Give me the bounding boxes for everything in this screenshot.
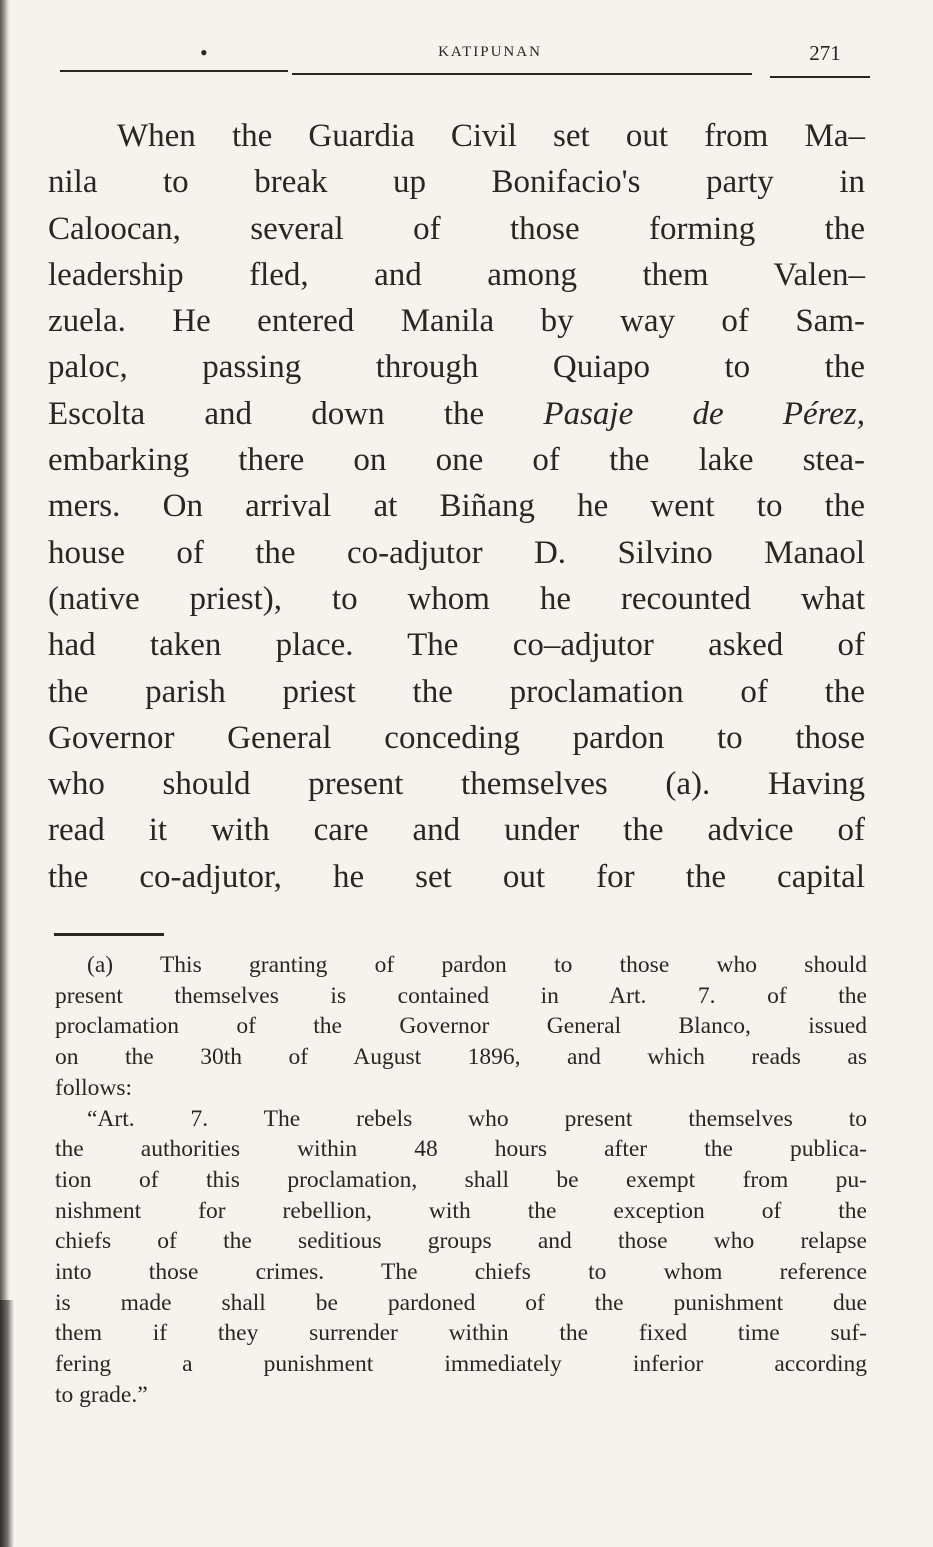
- text-line: When the Guardia Civil set out from Ma–: [117, 118, 865, 154]
- text-line: read it with care and under the advice of: [48, 812, 865, 849]
- text-line: house of the co-adjutor D. Silvino Manaol: [48, 534, 865, 571]
- text-line: the co-adjutor, he set out for the capital: [48, 858, 865, 895]
- header-rule-middle: [292, 73, 752, 75]
- text-line-with-italic: [48, 391, 865, 437]
- footnote-line: follows:: [55, 1074, 133, 1101]
- footnote-line: fering a punishment immediately inferior according: [55, 1351, 867, 1378]
- header-rule-right: [770, 76, 870, 78]
- footnote-line: nishment for rebellion, with the exception of the: [55, 1197, 867, 1224]
- text-line: Caloocan, several of those forming the: [48, 210, 865, 247]
- footnote-line: the authorities within 48 hours after the publica-: [55, 1136, 867, 1163]
- footnote-line: into those crimes. The chiefs to whom reference: [55, 1259, 867, 1286]
- text-line: who should present themselves (a). Having: [48, 766, 865, 803]
- page-header: [60, 28, 870, 88]
- footnote-line: “Art. 7. The rebels who present themselves to: [87, 1105, 867, 1132]
- italic-place-name: Pasaje de Pérez,: [543, 395, 866, 432]
- text-line: mers. On arrival at Biñang he went to the: [48, 488, 865, 525]
- footnote-line: is made shall be pardoned of the punishment due: [55, 1289, 867, 1316]
- running-title: KATIPUNAN: [438, 44, 542, 60]
- text-line: leadership fled, and among them Valen–: [48, 256, 865, 293]
- binding-shadow-lower: [0, 1300, 14, 1547]
- header-rule-left: [60, 70, 288, 72]
- text-line: the parish priest the proclamation of the: [48, 673, 865, 710]
- footnote-line: them if they surrender within the fixed time suf-: [55, 1320, 867, 1347]
- text-line: (native priest), to whom he recounted what: [48, 580, 865, 617]
- text-segment: Escolta and down the: [48, 395, 485, 432]
- footnote-separator: [54, 933, 164, 936]
- text-line: nila to break up Bonifacio's party in: [48, 164, 865, 201]
- text-line: embarking there on one of the lake stea-: [48, 442, 865, 479]
- footnote-line: proclamation of the Governor General Blanco, issued: [55, 1013, 867, 1040]
- header-ornament: •: [200, 40, 208, 65]
- footnote-line: on the 30th of August 1896, and which reads as: [55, 1044, 867, 1071]
- page-number: 271: [809, 41, 841, 65]
- footnote-line: tion of this proclamation, shall be exempt from pu-: [55, 1166, 867, 1193]
- footnote-line: (a) This granting of pardon to those who should: [87, 952, 867, 978]
- text-line: zuela. He entered Manila by way of Sam-: [48, 303, 865, 340]
- footnote-line: to grade.”: [55, 1381, 148, 1408]
- text-line: had taken place. The co–adjutor asked of: [48, 627, 865, 664]
- footnote-line: present themselves is contained in Art. 7. of the: [55, 982, 867, 1009]
- main-text: [48, 113, 865, 900]
- footnote-line: chiefs of the seditious groups and those who relapse: [55, 1228, 867, 1255]
- text-line: Governor General conceding pardon to those: [48, 719, 865, 756]
- footnote-block: [55, 950, 867, 1411]
- text-line: paloc, passing through Quiapo to the: [48, 349, 865, 386]
